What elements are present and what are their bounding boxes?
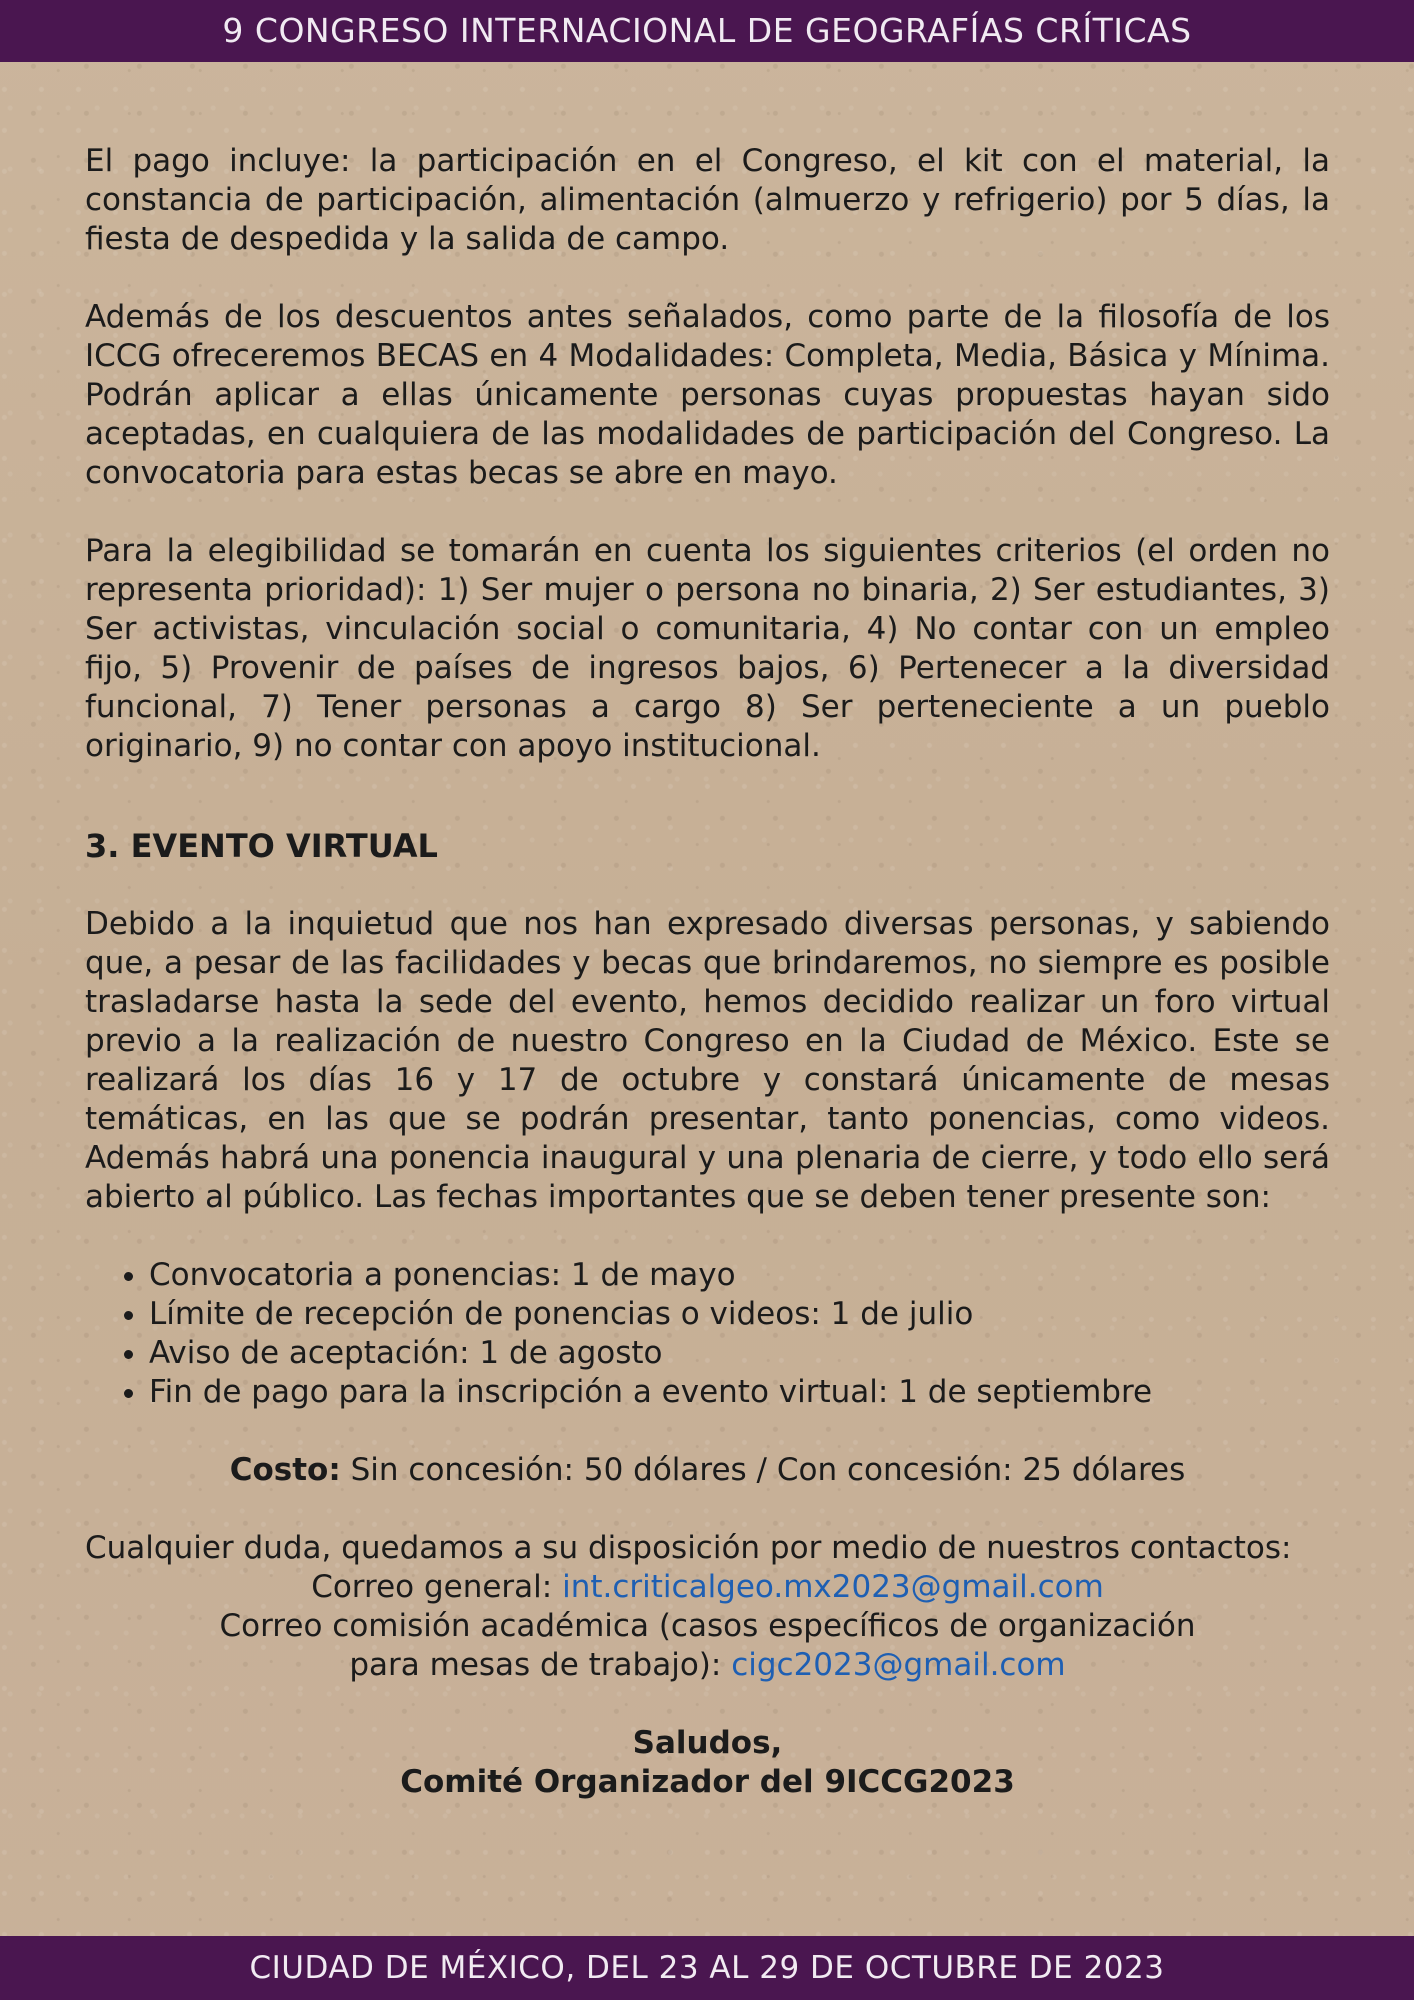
- document-body: [85, 142, 1330, 1802]
- general-email-label: Correo general:: [311, 1569, 563, 1605]
- scholarships-paragraph: Además de los descuentos antes señalados, como parte de la filosofía de los ICCG ofreceremos BECAS en 4 Modalidades: Completa, Media, Básica y Mínima. Podrán aplicar a ellas únicamente personas cuyas propuestas hayan sido aceptadas, en cualquiera de las modalidades de participación del Congreso. La convocatoria para estas becas se abre en mayo.: [85, 299, 1330, 491]
- academic-email-line-1: Correo comisión académica (casos específicos de organización: [219, 1608, 1196, 1644]
- list-item: • Convocatoria a ponencias: 1 de mayo: [149, 1256, 1330, 1295]
- list-item: • Fin de pago para la inscripción a evento virtual: 1 de septiembre: [149, 1373, 1330, 1412]
- footer-band: [0, 1936, 1414, 2000]
- section-heading: 3. EVENTO VIRTUAL: [85, 827, 438, 865]
- cost-line: [85, 1451, 1330, 1490]
- header-band: [0, 0, 1414, 62]
- virtual-event-paragraph: Debido a la inquietud que nos han expresado diversas personas, y sabiendo que, a pesar de las facilidades y becas que brindaremos, no siempre es posible trasladarse hasta la sede del evento, hemos decidido realizar un foro virtual previo a la realización de nuestro Congreso en la Ciudad de México. Este se realizará los días 16 y 17 de octubre y constará únicamente de mesas temáticas, en las que se podrán presentar, tanto ponencias, como videos. Además habrá una ponencia inaugural y una plenaria de cierre, y todo ello será abierto al público. Las fechas importantes que se deben tener presente son:: [85, 906, 1330, 1215]
- closing-signature: Comité Organizador del 9ICCG2023: [400, 1764, 1015, 1800]
- academic-email-label: para mesas de trabajo):: [349, 1647, 732, 1683]
- eligibility-paragraph: Para la elegibilidad se tomarán en cuenta los siguientes criterios (el orden no representa prioridad): 1) Ser mujer o persona no binaria, 2) Ser estudiantes, 3) Ser activistas, vinculación social o comunitaria, 4) No contar con un empleo fijo, 5) Provenir de países de ingresos bajos, 6) Pertenecer a la diversidad funcional, 7) Tener personas a cargo 8) Ser perteneciente a un pueblo originario, 9) no contar con apoyo institucional.: [85, 533, 1330, 764]
- important-dates-list: [85, 1256, 1330, 1412]
- closing-greeting: Saludos,: [632, 1725, 783, 1761]
- list-item: • Límite de recepción de ponencias o videos: 1 de julio: [149, 1295, 1330, 1334]
- academic-email-line-2: [85, 1646, 1330, 1685]
- footer-text: CIUDAD DE MÉXICO, DEL 23 AL 29 DE OCTUBRE DE 2023: [249, 1950, 1165, 1986]
- contact-intro: Cualquier duda, quedamos a su disposición por medio de nuestros contactos:: [85, 1530, 1292, 1566]
- academic-email-link[interactable]: cigc2023@gmail.com: [731, 1647, 1066, 1683]
- payment-paragraph: El pago incluye: la participación en el Congreso, el kit con el material, la constancia de participación, alimentación (almuerzo y refrigerio) por 5 días, la fiesta de despedida y la salida de campo.: [85, 143, 1330, 257]
- general-email-line: [85, 1568, 1330, 1607]
- cost-label: Costo:: [229, 1452, 341, 1488]
- header-title: 9 CONGRESO INTERNACIONAL DE GEOGRAFÍAS CRÍTICAS: [222, 11, 1192, 50]
- general-email-link[interactable]: int.criticalgeo.mx2023@gmail.com: [562, 1569, 1104, 1605]
- list-item: • Aviso de aceptación: 1 de agosto: [149, 1334, 1330, 1373]
- cost-text: Sin concesión: 50 dólares / Con concesión: 25 dólares: [340, 1452, 1186, 1488]
